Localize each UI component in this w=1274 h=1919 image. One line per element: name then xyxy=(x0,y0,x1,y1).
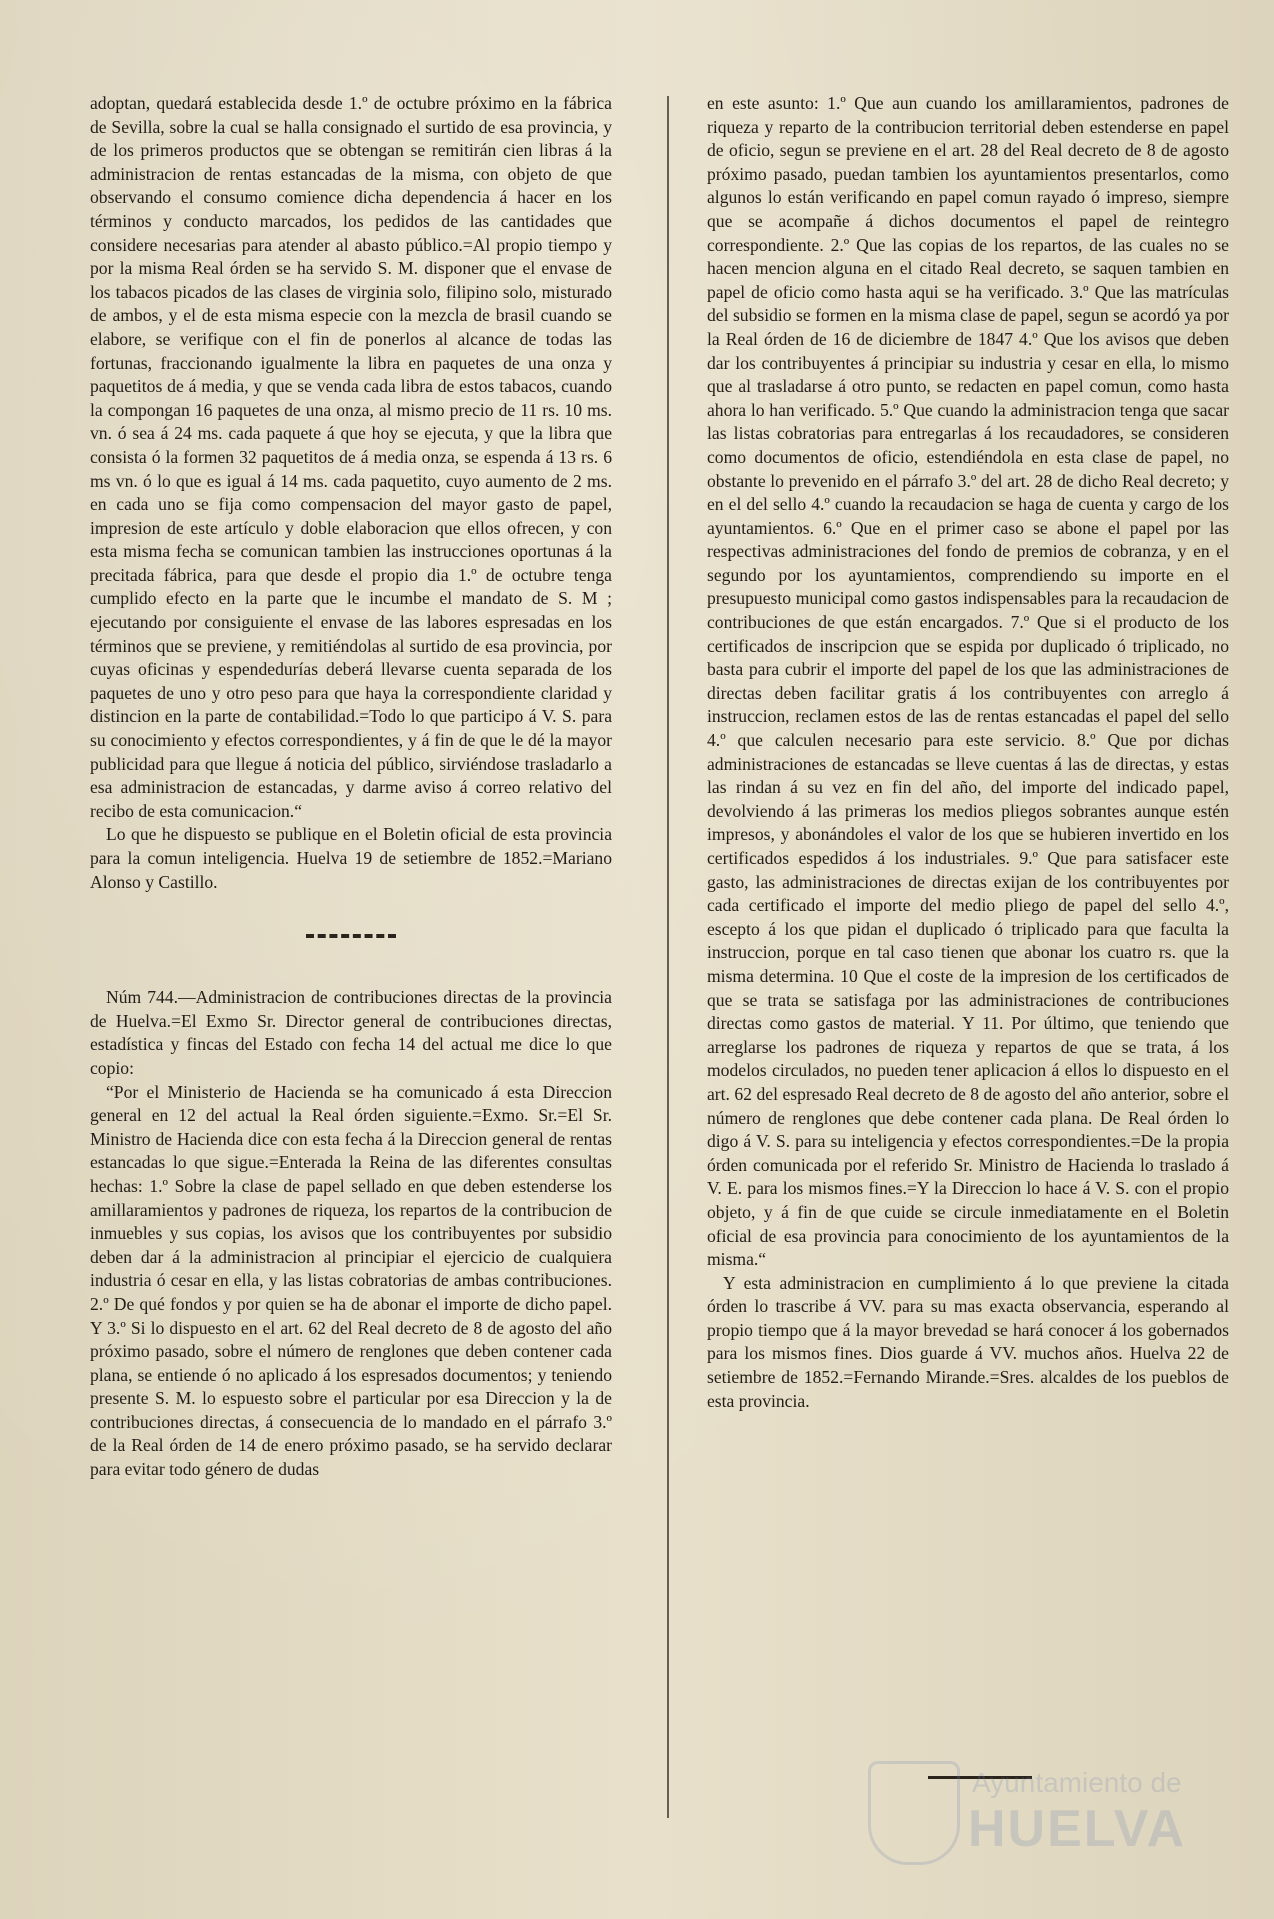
paragraph-tobacco-order: adoptan, quedará establecida desde 1.º de octubre próximo en la fábrica de Sevilla, sobre la cual se halla consignado el surtido de esa provincia, y de los primeros productos que se obtengan se remitirán cien libras á la administracion de rentas estancadas de la misma, con objeto de que observando el consumo comience dicha dependencia á hacer en los términos y conducto marcados, los pedidos de las cantidades que considere necesarias para atender al abasto público.=Al propio tiempo y por la misma Real órden se ha servido S. M. disponer que el envase de los tabacos picados de las clases de virginia solo, filipino solo, misturado de ambos, y el de esta misma especie con la mezcla de brasil cuando se elabore, se verifique con el fin de ponerlos al alcance de todas las fortunas, fraccionando igualmente la libra en paquetes de una onza y paquetitos de á media, y que se venda cada libra de estos tabacos, cuando la compongan 16 paquetes de una onza, al mismo precio de 11 rs. 10 ms. vn. ó sea á 24 ms. cada paquete á que hoy se ejecuta, y que la libra que consista ó la formen 32 paquetitos de á media onza, se espenda á 13 rs. 6 ms vn. ó lo que es igual á 14 ms. cada paquetito, cuyo aumento de 2 ms. en cada uno se fija como compensacion del mayor gasto de papel, impresion de este artículo y doble elaboracion que ellos ofrecen, y con esta misma fecha se comunican tambien las instrucciones oportunas á la precitada fábrica, para que desde el propio dia 1.º de octubre tenga cumplido efecto en la parte que le incumbe el mandato de S. M ; ejecutando por consiguiente el envase de las labores espresadas en los términos que se previene, y remitiéndolas al surtido de esa provincia, por cuyas oficinas y espendedurías deberá llevarse cuenta separada de los paquetes de uno y otro peso para que haya la correspondiente claridad y distincion en la parte de contabilidad.=Todo lo que participo á V. S. para su conocimiento y efectos correspondientes, y á fin de que le dé la mayor publicidad para que llegue á noticia del público, sirviéndose trasladarlo a esa administracion de estancadas, y darme aviso á correo relativo del recibo de esta comunicacion.“ xyxy=(90,93,612,821)
paragraph-closing: Y esta administracion en cumplimiento á lo que previene la citada órden lo trascribe á VV. para su mas exacta observancia, esperando al propio tiempo que á la mayor brevedad se hará conocer á los gobernados para los mismos fines. Dios guarde á VV. muchos años. Huelva 22 de setiembre de 1852.=Fernando Mirande.=Sres. alcaldes de los pueblos de esta provincia. xyxy=(707,1272,1229,1411)
watermark-top-text: Ayuntamiento de xyxy=(972,1767,1182,1798)
ayuntamiento-watermark xyxy=(868,1755,1208,1875)
coat-of-arms-icon xyxy=(868,1761,960,1865)
left-column xyxy=(90,92,612,1482)
section-separator xyxy=(306,934,396,938)
right-column xyxy=(707,92,1229,1413)
paragraph-declarations: en este asunto: 1.º Que aun cuando los amillaramientos, padrones de riqueza y reparto de la contribucion territorial deben estenderse en papel de oficio, segun se previene en el art. 28 del Real decreto de 8 de agosto próximo pasado, puedan tambien los ayuntamientos presentarlos, como algunos lo están verificando en papel comun rayado ó impreso, siempre que se acompañe á dichos documentos el papel de reintegro correspondiente. 2.º Que las copias de los repartos, de las cuales no se hacen mencion alguna en el citado Real decreto, se saquen tambien en papel de oficio como hasta aqui se ha verificado. 3.º Que las matrículas del subsidio se formen en la misma clase de papel, segun se acordó ya por la Real órden de 16 de diciembre de 1847 4.º Que los avisos que deben dar los contribuyentes á principiar su industria y cesar en ella, lo mismo que al trasladarse á otro punto, se redacten en papel comun, como hasta ahora lo han verificado. 5.º Que cuando la administracion tenga que sacar las listas cobratorias para entregarlas á los recaudadores, se consideren como documentos de oficio, estendiéndola en esta clase de papel, no obstante lo prevenido en el párrafo 3.º del art. 28 de dicho Real decreto; y en el del sello 4.º cuando la recaudacion se haga de cuenta y cargo de los ayuntamientos. 6.º Que en el primer caso se abone el papel por las respectivas administraciones del fondo de premios de cobranza, y en el segundo por los ayuntamientos, comprendiendo su importe en el presupuesto municipal como gastos indispensables para la recaudacion de contribuciones de que están encargados. 7.º Que si el producto de los certificados de inscripcion que se espida por duplicado ó triplicado, no basta para cubrir el importe del papel de los que las administraciones de directas deben facilitar gratis á los contribuyentes con arreglo á instruccion, reclamen estos de las de rentas estancadas el papel del sello 4.º que calculen necesario para este servicio. 8.º Que por dichas administraciones de estancadas se lleve cuentas á las de directas, y estas las rindan á su vez en fin del año, del importe del indicado papel, devolviendo á las primeras los medios pliegos sobrantes aunque estén impresos, y abonándoles el valor de los que se hubieren invertido en los certificados espedidos á los industriales. 9.º Que para satisfacer este gasto, las administraciones de directas exijan de los contribuyentes por cada certificado el importe del medio pliego de papel del sello 4.º, escepto á los que pidan el duplicado ó triplicado para que faculta la instruccion, porque en tal caso tienen que abonar los cuatro rs. que la misma determina. 10 Que el coste de la impresion de los certificados de que se trata se satisfaga por las administraciones de contribuciones directas como gastos de material. Y 11. Por último, que teniendo que arreglarse los padrones de riqueza y repartos de que se trata, á los modelos circulados, no pueden tener aplicacion á ellos lo dispuesto en el art. 62 del espresado Real decreto de 8 de agosto del año anterior, sobre el número de renglones que debe contener cada plana. De Real órden lo digo á V. S. para su inteligencia y efectos correspondientes.=De la propia órden comunicada por el referido Sr. Ministro de Hacienda lo traslado á V. E. para los mismos fines.=Y la Direccion lo hace á V. S. con el propio objeto, y á fin de que cuide se circule inmediatamente en el Boletin oficial de esa provincia para conocimiento de los ayuntamientos de la misma.“ xyxy=(707,93,1229,1270)
paragraph-real-orden: “Por el Ministerio de Hacienda se ha comunicado á esta Direccion general en 12 del actual la Real órden siguiente.=Exmo. Sr.=El Sr. Ministro de Hacienda dice con esta fecha á la Direccion general de rentas estancadas lo que sigue.=Enterada la Reina de las diferentes consultas hechas: 1.º Sobre la clase de papel sellado en que deben estenderse los amillaramientos y padrones de riqueza, los repartos de la contribucion de inmuebles y sus copias, los avisos que los contribuyentes por subsidio deben dar á la administracion al principiar el ejercicio de cualquiera industria ó cesar en ella, y las listas cobratorias de ambas contribuciones. 2.º De qué fondos y por quien se ha de abonar el importe de dicho papel. Y 3.º Si lo dispuesto en el art. 62 del Real decreto de 8 de agosto del año próximo pasado, sobre el número de renglones que deben contener cada plana, se entiende ó no aplicado á los espresados documentos; y teniendo presente S. M. lo espuesto sobre el particular por esa Direccion y la de contribuciones directas, á consecuencia de lo mandado en el párrafo 3.º de la Real órden de 14 de enero próximo pasado, se ha servido declarar para evitar todo género de dudas xyxy=(90,1081,612,1480)
watermark-big-text: HUELVA xyxy=(968,1800,1187,1858)
paragraph-publication-note: Lo que he dispuesto se publique en el Boletin oficial de esta provincia para la comun inteligencia. Huelva 19 de setiembre de 1852.=Mariano Alonso y Castillo. xyxy=(90,824,612,892)
column-divider xyxy=(667,96,669,1818)
paragraph-num-744-heading: Núm 744.—Administracion de contribuciones directas de la provincia de Huelva.=El Exmo Sr. Director general de contribuciones directas, estadística y fincas del Estado con fecha 14 del actual me dice lo que copio: xyxy=(90,987,612,1078)
